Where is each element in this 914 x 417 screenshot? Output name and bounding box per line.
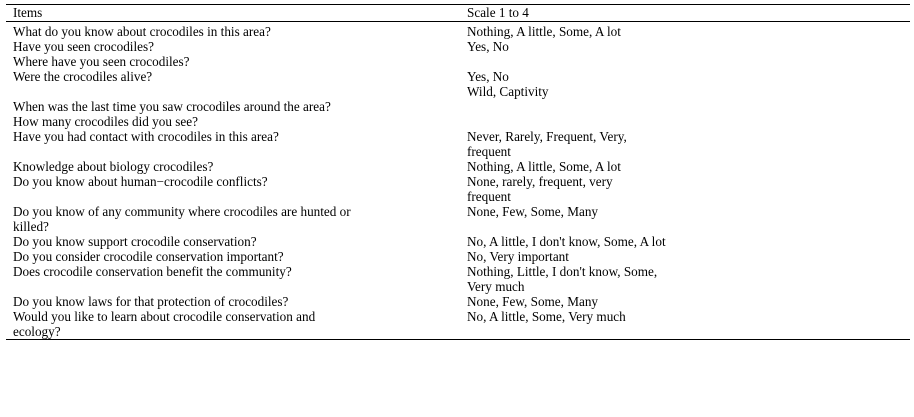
item-cell: Do you know laws for that protection of crocodiles? — [13, 294, 289, 309]
item-cell: Do you consider crocodile conservation important? — [13, 249, 284, 264]
scale-cell: Nothing, Little, I don't know, Some, — [467, 264, 658, 279]
table-row — [6, 24, 910, 39]
column-header-scale: Scale 1 to 4 — [467, 5, 529, 20]
table-row — [6, 99, 910, 114]
table-row — [6, 69, 910, 84]
scale-cell: No, A little, I don't know, Some, A lot — [467, 234, 666, 249]
scale-cell: Yes, No — [467, 69, 509, 84]
table-row — [6, 129, 910, 144]
table-row — [6, 114, 910, 129]
table-row — [6, 264, 910, 279]
scale-cell: Wild, Captivity — [467, 84, 549, 99]
table-header-row — [6, 5, 910, 21]
column-header-items: Items — [13, 5, 43, 20]
item-cell: killed? — [13, 219, 49, 234]
item-cell: Knowledge about biology crocodiles? — [13, 159, 214, 174]
item-cell: Where have you seen crocodiles? — [13, 54, 190, 69]
item-cell: ecology? — [13, 324, 61, 339]
scale-cell: Nothing, A little, Some, A lot — [467, 159, 621, 174]
table-row — [6, 174, 910, 189]
scale-cell: None, Few, Some, Many — [467, 204, 599, 219]
scale-cell: None, rarely, frequent, very — [467, 174, 613, 189]
table-row — [6, 219, 910, 234]
item-cell: Were the crocodiles alive? — [13, 69, 153, 84]
scale-cell: Yes, No — [467, 39, 509, 54]
item-cell: How many crocodiles did you see? — [13, 114, 198, 129]
table-row — [6, 84, 910, 99]
scale-cell: Never, Rarely, Frequent, Very, — [467, 129, 627, 144]
table-row — [6, 279, 910, 294]
item-cell: Have you seen crocodiles? — [13, 39, 154, 54]
item-cell: What do you know about crocodiles in this area? — [13, 24, 271, 39]
item-cell: When was the last time you saw crocodiles around the area? — [13, 99, 331, 114]
table-row — [6, 324, 910, 339]
item-cell: Do you know about human−crocodile conflicts? — [13, 174, 268, 189]
scale-cell: Very much — [467, 279, 525, 294]
item-cell: Have you had contact with crocodiles in this area? — [13, 129, 279, 144]
table-row — [6, 39, 910, 54]
item-cell: Would you like to learn about crocodile conservation and — [13, 309, 316, 324]
scale-cell: None, Few, Some, Many — [467, 294, 599, 309]
table-row — [6, 204, 910, 219]
scale-cell: frequent — [467, 189, 511, 204]
item-cell: Does crocodile conservation benefit the community? — [13, 264, 292, 279]
scale-cell: No, Very important — [467, 249, 569, 264]
table-body — [6, 22, 910, 339]
table-row — [6, 159, 910, 174]
table-row — [6, 294, 910, 309]
table-row — [6, 189, 910, 204]
item-cell: Do you know support crocodile conservation? — [13, 234, 257, 249]
table-row — [6, 249, 910, 264]
table-row — [6, 54, 910, 69]
scale-cell: frequent — [467, 144, 511, 159]
table-row — [6, 234, 910, 249]
scale-cell: No, A little, Some, Very much — [467, 309, 626, 324]
scale-cell: Nothing, A little, Some, A lot — [467, 24, 621, 39]
table-row — [6, 309, 910, 324]
table-row — [6, 144, 910, 159]
item-cell: Do you know of any community where crocodiles are hunted or — [13, 204, 351, 219]
questionnaire-table — [6, 4, 910, 340]
table-bottom-rule — [6, 339, 910, 340]
